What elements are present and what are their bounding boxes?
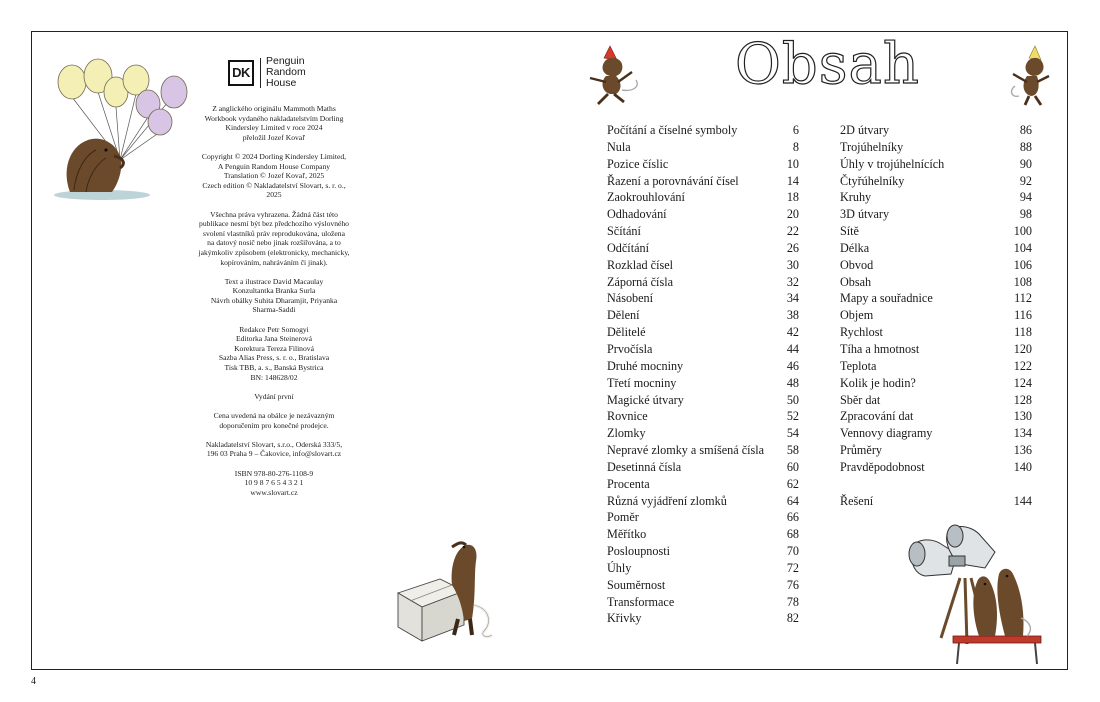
toc-entry[interactable] <box>607 257 799 274</box>
toc-entry-page: 100 <box>1013 224 1032 239</box>
toc-entry-page: 66 <box>786 510 799 525</box>
toc-entry[interactable] <box>840 408 1032 425</box>
imprint-line: Sazba Alias Press, s. r. o., Bratislava <box>218 353 330 363</box>
toc-entry[interactable] <box>840 493 1032 510</box>
toc-entry-label: Nepravé zlomky a smíšená čísla <box>607 443 765 458</box>
toc-entry[interactable] <box>607 274 799 291</box>
toc-entry[interactable] <box>840 189 1032 206</box>
toc-entry-label: Úhly <box>607 560 632 575</box>
toc-entry-label: Různá vyjádření zlomků <box>607 493 727 508</box>
toc-entry[interactable] <box>607 543 799 560</box>
toc-entry-label: Zlomky <box>607 426 646 441</box>
toc-entry[interactable] <box>607 307 799 324</box>
imprint-line: Czech edition © Nakladatelství Slovart, s. r. o., 2025 <box>202 180 346 200</box>
page-number: 4 <box>31 676 36 687</box>
toc-entry[interactable] <box>607 493 799 510</box>
imprint-line: Korektura Tereza Filinová <box>234 343 314 353</box>
toc-entry-page: 20 <box>786 207 799 222</box>
imprint-line: 10 9 8 7 6 5 4 3 2 1 <box>244 478 304 488</box>
imprint-paragraph <box>194 469 354 498</box>
toc-entry-label: Dělitelé <box>607 325 646 340</box>
toc-entry[interactable] <box>607 290 799 307</box>
toc-entry-page: 130 <box>1013 409 1032 424</box>
toc-entry-label: 3D útvary <box>840 207 890 222</box>
toc-entry-page: 60 <box>786 459 799 474</box>
imprint-line: kopírováním, nahráváním či jinak). <box>220 257 328 267</box>
imprint-line: ISBN 978-80-276-1108-9 <box>234 468 314 478</box>
toc-entry-label: Řešení <box>840 493 874 508</box>
mouse-figure <box>452 543 492 637</box>
dancing-mouse-with-party-hat-left-icon <box>584 42 644 106</box>
balloons <box>58 59 187 135</box>
toc-entry-page: 48 <box>786 375 799 390</box>
toc-entry[interactable] <box>607 459 799 476</box>
imprint-line: Nakladatelství Slovart, s.r.o., Oderská 333/5, <box>205 439 343 449</box>
toc-entry[interactable] <box>840 459 1032 476</box>
toc-entry-page: 42 <box>786 325 799 340</box>
imprint-line: Z anglického originálu Mammoth Maths <box>212 104 336 113</box>
toc-entry-page: 94 <box>1019 190 1032 205</box>
dancing-mouse-with-party-hat-right-icon <box>1005 42 1055 106</box>
bench <box>953 636 1041 664</box>
imprint-paragraph <box>194 411 354 430</box>
toc-entry-label: Trojúhelníky <box>840 139 904 154</box>
toc-entry[interactable] <box>840 223 1032 240</box>
mouse-pushing-box-illustration <box>392 535 507 645</box>
toc-entry-page: 116 <box>1014 308 1032 323</box>
toc-entry-page: 18 <box>786 190 799 205</box>
imprint-line: Kindersley Limited v roce 2024 <box>225 123 323 133</box>
toc-entry[interactable] <box>607 341 799 358</box>
toc-entry[interactable] <box>607 442 799 459</box>
toc-entry-label: Dělení <box>607 308 640 323</box>
imprint-line: Workbook vydaného nakladatelstvím Dorling <box>204 113 344 123</box>
toc-entry[interactable] <box>607 375 799 392</box>
toc-entry[interactable] <box>840 139 1032 156</box>
toc-entry[interactable] <box>607 476 799 493</box>
toc-entry[interactable] <box>607 189 799 206</box>
mice-with-binoculars-illustration <box>905 518 1045 668</box>
toc-entry-label: Rychlost <box>840 325 883 340</box>
toc-entry-page: 26 <box>786 240 799 255</box>
toc-entry-label: Desetinná čísla <box>607 459 682 474</box>
toc-entry-page: 10 <box>786 156 799 171</box>
toc-entry[interactable] <box>607 156 799 173</box>
imprint-line: www.slovart.cz <box>250 487 298 497</box>
imprint-line: BN: 148628/02 <box>250 372 298 382</box>
mammoth <box>67 139 124 192</box>
toc-entry-label: Pravděpodobnost <box>840 459 925 474</box>
toc-entry-page: 76 <box>786 577 799 592</box>
toc-entry-label: Posloupnosti <box>607 544 670 559</box>
imprint-line: Návrh obálky Suhita Dharamjit, Priyanka <box>210 295 338 305</box>
publisher-name-line: House <box>266 77 297 89</box>
toc-entry-page: 120 <box>1013 341 1032 356</box>
toc-entry-label: Sběr dat <box>840 392 881 407</box>
toc-entry[interactable] <box>840 425 1032 442</box>
toc-entry-page: 22 <box>786 224 799 239</box>
toc-entry-page: 54 <box>786 426 799 441</box>
imprint-line: Sharma-Saddi <box>252 305 296 315</box>
toc-entry-page: 38 <box>786 308 799 323</box>
imprint-line: svolení vlastníků práv reprodukována, uložena <box>203 228 345 238</box>
toc-entry-page: 62 <box>786 476 799 491</box>
publisher-name <box>266 56 306 89</box>
toc-entry-page: 118 <box>1014 325 1032 340</box>
toc-entry-page: 136 <box>1013 443 1032 458</box>
imprint-paragraph <box>194 152 354 200</box>
toc-entry[interactable] <box>607 122 799 139</box>
toc-entry[interactable] <box>607 526 799 543</box>
toc-entry[interactable] <box>840 324 1032 341</box>
toc-entry-label: Vennovy diagramy <box>840 426 933 441</box>
toc-entry[interactable] <box>840 341 1032 358</box>
toc-entry-page: 128 <box>1013 392 1032 407</box>
imprint-line: Editorka Jana Steinerová <box>236 334 312 344</box>
toc-entry-label: Druhé mocniny <box>607 358 684 373</box>
toc-entry-label: Souměrnost <box>607 577 666 592</box>
imprint-line: Translation © Jozef Kovaľ, 2025 <box>223 171 325 181</box>
toc-entry-page: 86 <box>1019 123 1032 137</box>
toc-entry[interactable] <box>607 240 799 257</box>
toc-entry[interactable] <box>840 173 1032 190</box>
toc-entry-page: 44 <box>786 341 799 356</box>
toc-entry[interactable] <box>840 257 1032 274</box>
toc-entry-label: Délka <box>840 240 870 255</box>
toc-entry[interactable] <box>607 408 799 425</box>
toc-entry-label: Prvočísla <box>607 341 653 356</box>
toc-entry[interactable] <box>607 594 799 611</box>
toc-entry[interactable] <box>840 274 1032 291</box>
imprint-line: A Penguin Random House Company <box>217 161 331 171</box>
page-title: Obsah <box>735 32 920 97</box>
toc-entry[interactable] <box>607 324 799 341</box>
toc-entry[interactable] <box>840 358 1032 375</box>
toc-entry-label: Třetí mocniny <box>607 375 677 390</box>
toc-entry-label: Obvod <box>840 257 874 272</box>
toc-entry[interactable] <box>840 156 1032 173</box>
toc-entry-page: 52 <box>786 409 799 424</box>
toc-entry-page: 134 <box>1013 426 1032 441</box>
toc-entry-label: Tíha a hmotnost <box>840 341 920 356</box>
toc-entry-label: Křivky <box>607 611 642 626</box>
toc-entry[interactable] <box>607 610 799 627</box>
toc-entry-page: 106 <box>1013 257 1032 272</box>
imprint-paragraph <box>194 104 354 142</box>
toc-entry-page: 30 <box>786 257 799 272</box>
toc-entry-label: Odčítání <box>607 240 649 255</box>
toc-entry[interactable] <box>840 290 1032 307</box>
mammoth-with-balloons-illustration <box>40 52 195 202</box>
toc-entry-page: 82 <box>786 611 799 626</box>
toc-entry-label: Násobení <box>607 291 654 306</box>
toc-entry-page: 104 <box>1013 240 1032 255</box>
imprint-line: Copyright © 2024 Dorling Kindersley Limited, <box>201 151 347 161</box>
toc-entry[interactable] <box>607 509 799 526</box>
toc-entry-label: Odhadování <box>607 207 667 222</box>
toc-entry[interactable] <box>607 425 799 442</box>
publisher-name-line: Random <box>266 66 306 78</box>
toc-entry[interactable] <box>840 240 1032 257</box>
toc-entry-page: 90 <box>1019 156 1032 171</box>
imprint-line: Konzultantka Branka Surla <box>232 286 316 296</box>
toc-entry[interactable] <box>840 122 1032 139</box>
toc-entry-page: 144 <box>1013 493 1032 508</box>
toc-entry-page: 46 <box>786 358 799 373</box>
toc-entry-label: Poměr <box>607 510 639 525</box>
imprint-line: na datový nosič nebo jinak rozšiřována, a to <box>207 238 341 248</box>
toc-entry[interactable] <box>607 560 799 577</box>
toc-column-right <box>840 122 1032 509</box>
toc-entry-label: Transformace <box>607 594 675 609</box>
toc-entry-label: Objem <box>840 308 874 323</box>
imprint-line: 196 03 Praha 9 – Čakovice, info@slovart.cz <box>206 449 342 459</box>
toc-entry-page: 122 <box>1013 358 1032 373</box>
publisher-logo <box>228 56 306 89</box>
toc-entry-label: Rozklad čísel <box>607 257 673 272</box>
toc-entry-page: 6 <box>792 123 799 137</box>
toc-entry-page: 78 <box>786 594 799 609</box>
toc-entry[interactable] <box>840 375 1032 392</box>
dk-logo-mark: DK <box>228 60 254 86</box>
toc-entry-page: 58 <box>786 443 799 458</box>
toc-entry[interactable] <box>840 392 1032 409</box>
toc-entry-label: Teplota <box>840 358 877 373</box>
toc-entry-page: 34 <box>786 291 799 306</box>
imprint-line: doporučením pro konečné prodejce. <box>219 420 329 430</box>
toc-entry-label: Průměry <box>840 443 882 458</box>
toc-entry-page: 124 <box>1013 375 1032 390</box>
imprint-text <box>194 104 354 507</box>
imprint-paragraph <box>194 277 354 315</box>
toc-entry-label: Nula <box>607 139 631 154</box>
logo-divider <box>260 58 261 88</box>
toc-column-left <box>607 122 799 627</box>
toc-entry-label: Počítání a číselné symboly <box>607 123 738 137</box>
toc-entry-page: 14 <box>786 173 799 188</box>
imprint-paragraph <box>194 210 354 268</box>
mice-figures <box>973 569 1030 636</box>
imprint-line: Vydání první <box>254 391 294 401</box>
toc-entry-page: 68 <box>786 527 799 542</box>
toc-entry-page: 112 <box>1014 291 1032 306</box>
toc-entry-page: 72 <box>786 560 799 575</box>
toc-entry-label: Obsah <box>840 274 872 289</box>
toc-entry[interactable] <box>607 206 799 223</box>
toc-entry[interactable] <box>607 358 799 375</box>
toc-entry[interactable] <box>840 307 1032 324</box>
imprint-paragraph <box>194 440 354 459</box>
toc-entry[interactable] <box>607 173 799 190</box>
toc-entry-label: Procenta <box>607 476 650 491</box>
toc-entry-label: Sčítání <box>607 224 641 239</box>
toc-entry-page: 64 <box>786 493 799 508</box>
imprint-paragraph <box>194 325 354 383</box>
toc-entry[interactable] <box>607 139 799 156</box>
imprint-line: jakýmkoliv způsobem (elektronicky, mechanicky, <box>198 247 350 257</box>
toc-entry-label: Magické útvary <box>607 392 684 407</box>
toc-entry[interactable] <box>607 392 799 409</box>
imprint-line: přeložil Jozef Kovaľ <box>242 132 306 142</box>
toc-entry-page: 32 <box>786 274 799 289</box>
toc-entry-label: Čtyřúhelníky <box>840 173 905 188</box>
toc-entry-page: 50 <box>786 392 799 407</box>
imprint-line: Text a ilustrace David Macaulay <box>224 276 324 286</box>
toc-entry[interactable] <box>607 577 799 594</box>
toc-entry-label: Sítě <box>840 224 859 239</box>
binoculars <box>909 525 995 576</box>
toc-entry-label: Záporná čísla <box>607 274 673 289</box>
publisher-name-line: Penguin <box>266 55 305 67</box>
toc-entry-label: Pozice číslic <box>607 156 669 171</box>
imprint-line: Cena uvedená na obálce je nezávazným <box>213 411 335 420</box>
toc-entry-page: 8 <box>792 139 799 154</box>
imprint-line: Tisk TBB, a. s., Banská Bystrica <box>224 363 324 373</box>
toc-entry-label: Zpracování dat <box>840 409 914 424</box>
toc-entry[interactable] <box>840 442 1032 459</box>
toc-entry-page: 92 <box>1019 173 1032 188</box>
toc-entry-page: 140 <box>1013 459 1032 474</box>
toc-entry-label: Kruhy <box>840 190 872 205</box>
toc-entry[interactable] <box>607 223 799 240</box>
imprint-paragraph <box>194 392 354 402</box>
toc-entry-label: Mapy a souřadnice <box>840 291 933 306</box>
toc-entry-page: 70 <box>786 544 799 559</box>
toc-entry-label: Kolik je hodin? <box>840 375 916 390</box>
toc-entry-label: Řazení a porovnávání čísel <box>607 173 739 188</box>
toc-entry-label: 2D útvary <box>840 123 890 137</box>
toc-entry-page: 88 <box>1019 139 1032 154</box>
toc-entry-page: 98 <box>1019 207 1032 222</box>
imprint-line: Redakce Petr Somogyi <box>239 324 309 334</box>
imprint-line: publikace nesmí být bez předchozího výslovného <box>199 219 349 229</box>
toc-entry-label: Měřítko <box>607 527 647 542</box>
imprint-line: Všechna práva vyhrazena. Žádná část této <box>210 209 338 219</box>
toc-entry-label: Úhly v trojúhelnících <box>840 156 945 171</box>
toc-entry-label: Zaokrouhlování <box>607 190 685 205</box>
toc-entry-label: Rovnice <box>607 409 648 424</box>
toc-entry[interactable] <box>840 206 1032 223</box>
toc-entry-page: 108 <box>1013 274 1032 289</box>
